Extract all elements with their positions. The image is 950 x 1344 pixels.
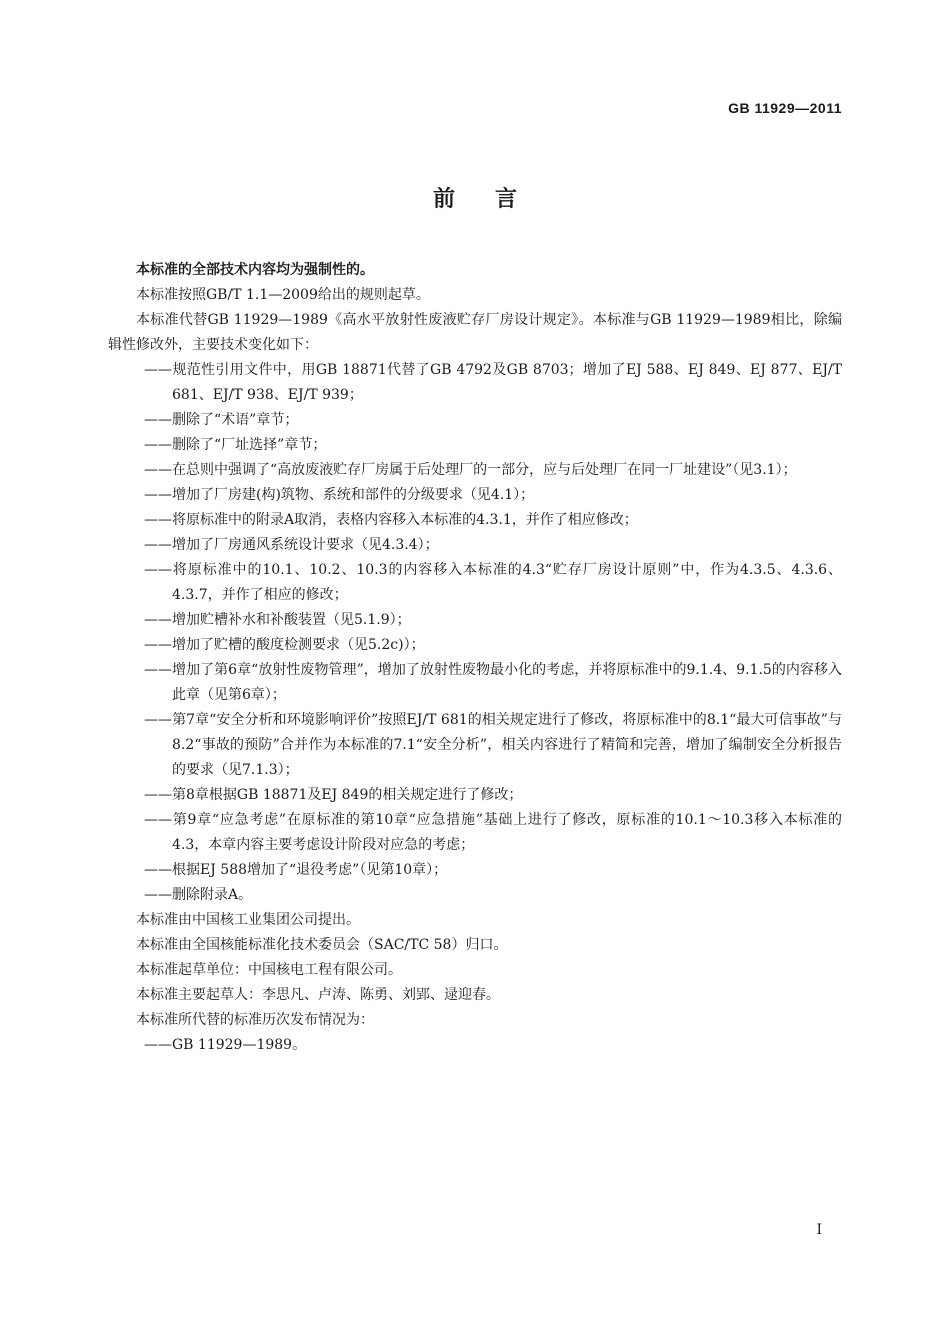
- dash-marker: ——: [144, 887, 172, 903]
- list-item: ——增加了厂房建(构)筑物、系统和部件的分级要求（见4.1）；: [108, 483, 842, 508]
- dash-marker: ——: [144, 462, 172, 478]
- dash-marker: ——: [144, 412, 172, 428]
- replacement-paragraph: 本标准代替GB 11929—1989《高水平放射性废液贮存厂房设计规定》。本标准与GB 11929—1989相比，除编辑性修改外，主要技术变化如下：: [108, 312, 842, 353]
- history-intro-paragraph: 本标准所代替的标准历次发布情况为：: [136, 1012, 374, 1028]
- drafting-unit-paragraph: 本标准起草单位：中国核电工程有限公司。: [136, 962, 402, 978]
- list-item: ——删除了“术语”章节；: [108, 408, 842, 433]
- changes-list: [108, 358, 842, 908]
- dash-marker: ——: [144, 612, 172, 628]
- list-item: ——增加贮槽补水和补酸装置（见5.1.9）；: [108, 608, 842, 633]
- page-number: I: [816, 1222, 822, 1238]
- committee-paragraph: 本标准由全国核能标准化技术委员会（SAC/TC 58）归口。: [136, 937, 508, 953]
- drafters-paragraph: 本标准主要起草人：李思凡、卢涛、陈勇、刘郢、逯迎春。: [136, 987, 500, 1003]
- dash-marker: ——: [144, 812, 172, 828]
- dash-marker: ——: [144, 437, 172, 453]
- standard-code: GB 11929—2011: [728, 100, 842, 116]
- list-item: ——删除附录A。: [108, 883, 842, 908]
- dash-marker: ——: [144, 862, 172, 878]
- mandatory-statement: 本标准的全部技术内容均为强制性的。: [136, 262, 374, 278]
- list-item: ——增加了厂房通风系统设计要求（见4.3.4）；: [108, 533, 842, 558]
- proposer-paragraph: 本标准由中国核工业集团公司提出。: [136, 912, 360, 928]
- list-item: ——增加了贮槽的酸度检测要求（见5.2c)）；: [108, 633, 842, 658]
- list-item: ——根据EJ 588增加了“退役考虑”（见第10章）；: [108, 858, 842, 883]
- list-item: ——将原标准中的附录A取消，表格内容移入本标准的4.3.1，并作了相应修改；: [108, 508, 842, 533]
- list-item: ——在总则中强调了“高放废液贮存厂房属于后处理厂的一部分，应与后处理厂在同一厂址建设”（见3.1）；: [108, 458, 842, 483]
- history-item: ——GB 11929—1989。: [108, 1033, 842, 1058]
- list-item: ——第8章根据GB 18871及EJ 849的相关规定进行了修改；: [108, 783, 842, 808]
- dash-marker: ——: [144, 787, 172, 803]
- dash-marker: ——: [144, 662, 172, 678]
- dash-marker: ——: [144, 512, 172, 528]
- body-text: [108, 258, 842, 1058]
- list-item: ——第9章“应急考虑”在原标准的第10章“应急措施”基础上进行了修改，原标准的10.1～10.3移入本标准的4.3，本章内容主要考虑设计阶段对应急的考虑；: [108, 808, 842, 858]
- list-item: ——删除了“厂址选择”章节；: [108, 433, 842, 458]
- dash-marker: ——: [144, 562, 172, 578]
- page-title: 前言: [432, 187, 557, 212]
- dash-marker: ——: [144, 712, 172, 728]
- list-item: ——第7章“安全分析和环境影响评价”按照EJ/T 681的相关规定进行了修改，将原标准中的8.1“最大可信事故”与8.2“事故的预防”合并作为本标准的7.1“安全分析”，相关内容进行了精简和完善，增加了编制安全分析报告的要求（见7.1.3）；: [108, 708, 842, 783]
- drafting-rule-paragraph: 本标准按照GB/T 1.1—2009给出的规则起草。: [136, 287, 430, 303]
- list-item: ——规范性引用文件中，用GB 18871代替了GB 4792及GB 8703；增加了EJ 588、EJ 849、EJ 877、EJ/T 681、EJ/T 938、EJ/T 939；: [108, 358, 842, 408]
- dash-marker: ——: [144, 1037, 172, 1053]
- dash-marker: ——: [144, 637, 172, 653]
- dash-marker: ——: [144, 362, 172, 378]
- list-item: ——增加了第6章“放射性废物管理”，增加了放射性废物最小化的考虑，并将原标准中的9.1.4、9.1.5的内容移入此章（见第6章）；: [108, 658, 842, 708]
- dash-marker: ——: [144, 487, 172, 503]
- dash-marker: ——: [144, 537, 172, 553]
- list-item: ——将原标准中的10.1、10.2、10.3的内容移入本标准的4.3“贮存厂房设计原则”中，作为4.3.5、4.3.6、4.3.7，并作了相应的修改；: [108, 558, 842, 608]
